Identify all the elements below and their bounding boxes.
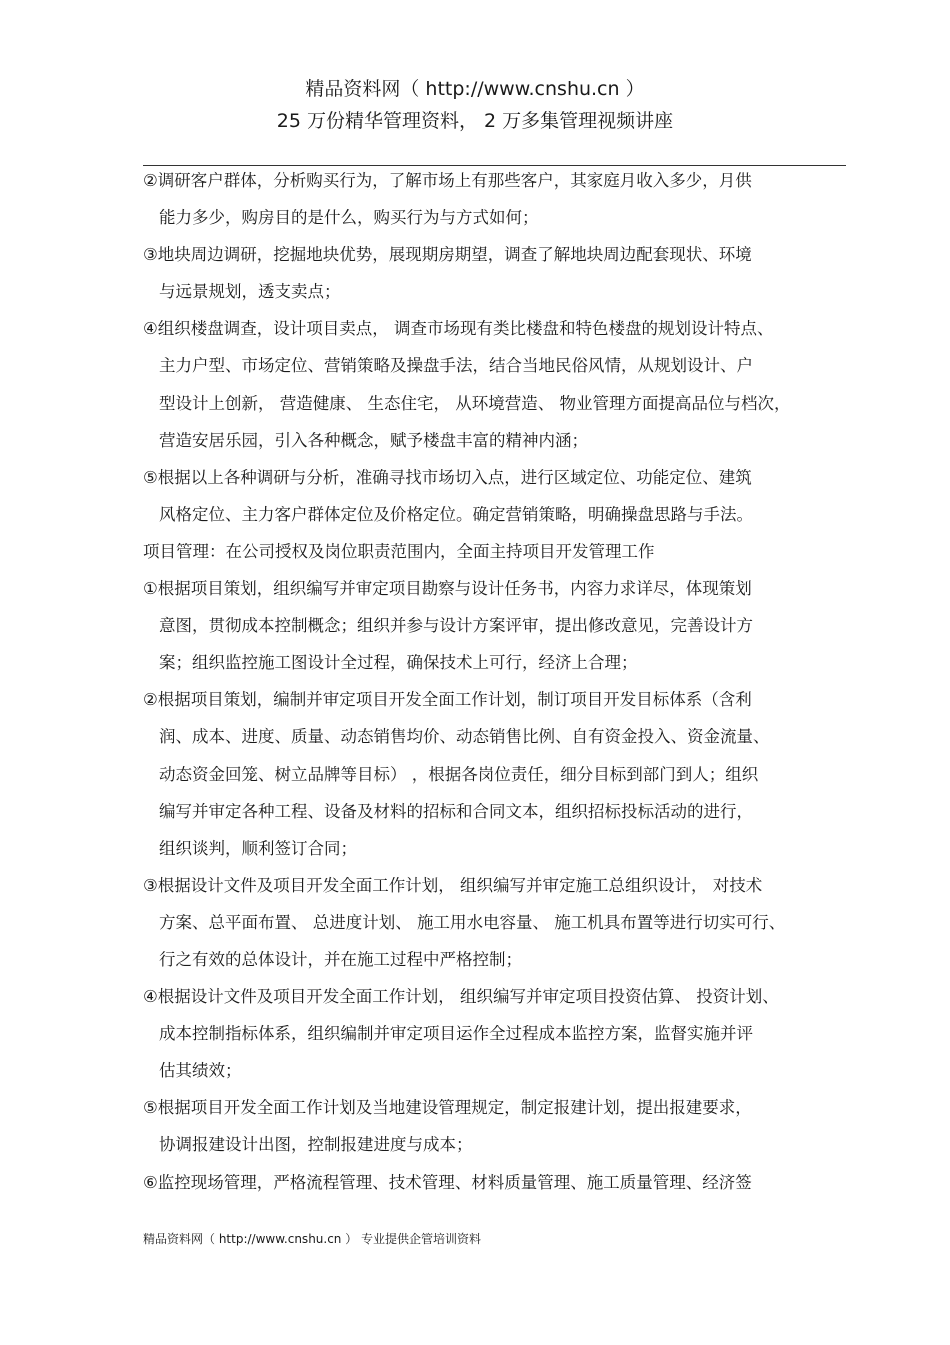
text-line: 项目管理：在公司授权及岗位职责范围内，全面主持项目开发管理工作 [143, 541, 655, 561]
text-line: ③地块周边调研，挖掘地块优势，展现期房期望，调查了解地块周边配套现状、环境 [143, 245, 752, 265]
text-line: ④根据设计文件及项目开发全面工作计划， 组织编写并审定项目投资估算、 投资计划、 [143, 987, 779, 1007]
text-line: 动态资金回笼、树立品牌等目标） ，根据各岗位责任，细分目标到部门到人；组织 [159, 764, 759, 784]
header-title: 精品资料网（ http://www.cnshu.cn ） [305, 78, 645, 100]
text-line: ④组织楼盘调查，设计项目卖点， 调查市场现有类比楼盘和特色楼盘的规划设计特点、 [143, 319, 774, 339]
text-line: 行之有效的总体设计，并在施工过程中严格控制； [159, 949, 522, 969]
text-line: ⑤根据以上各种调研与分析，准确寻找市场切入点，进行区域定位、功能定位、建筑 [143, 467, 752, 487]
text-line: 案；组织监控施工图设计全过程，确保技术上可行，经济上合理； [159, 653, 638, 673]
document-body [143, 168, 848, 1207]
header-subtitle: 25 万份精华管理资料， 2 万多集管理视频讲座 [276, 110, 674, 132]
header-rule [143, 165, 846, 166]
text-line: 成本控制指标体系，组织编制并审定项目运作全过程成本监控方案，监督实施并评 [159, 1024, 753, 1044]
text-line: 润、成本、进度、质量、动态销售均价、动态销售比例、自有资金投入、资金流量、 [159, 727, 770, 747]
text-line: ⑥监控现场管理，严格流程管理、技术管理、材料质量管理、施工质量管理、经济签 [143, 1172, 752, 1192]
text-line: 编写并审定各种工程、设备及材料的招标和合同文本，组织招标投标活动的进行， [159, 801, 753, 821]
text-line: ②调研客户群体，分析购买行为，了解市场上有那些客户，其家庭月收入多少，月供 [143, 171, 752, 190]
text-line: 型设计上创新， 营造健康、 生态住宅， 从环境营造、 物业管理方面提高品位与档次， [159, 393, 791, 413]
text-line: 主力户型、市场定位、营销策略及操盘手法，结合当地民俗风情，从规划设计、户 [159, 356, 753, 376]
text-line: ③根据设计文件及项目开发全面工作计划， 组织编写并审定施工总组织设计， 对技术 [143, 875, 763, 895]
text-line: 与远景规划，透支卖点； [159, 282, 341, 302]
text-line: ②根据项目策划，编制并审定项目开发全面工作计划，制订项目开发目标体系（含利 [143, 690, 752, 710]
text-line: 估其绩效； [159, 1061, 242, 1081]
text-line: 意图，贯彻成本控制概念；组织并参与设计方案评审，提出修改意见，完善设计方 [159, 616, 753, 636]
text-line: ①根据项目策划，组织编写并审定项目勘察与设计任务书，内容力求详尽，体现策划 [143, 579, 752, 599]
text-line: 营造安居乐园，引入各种概念，赋予楼盘丰富的精神内涵； [159, 430, 588, 450]
text-line: 能力多少，购房目的是什么，购买行为与方式如何； [159, 208, 539, 228]
text-line: 方案、总平面布置、 总进度计划、 施工用水电容量、 施工机具布置等进行切实可行、 [159, 912, 786, 932]
text-line: 风格定位、主力客户群体定位及价格定位。确定营销策略，明确操盘思路与手法。 [159, 504, 753, 524]
text-line: ⑤根据项目开发全面工作计划及当地建设管理规定，制定报建计划，提出报建要求， [143, 1098, 752, 1118]
text-line: 协调报建设计出图，控制报建进度与成本； [159, 1135, 473, 1155]
page-footer: 精品资料网（ http://www.cnshu.cn ） 专业提供企管培训资料 [143, 1232, 482, 1246]
text-line: 组织谈判，顺利签订合同； [159, 838, 357, 858]
